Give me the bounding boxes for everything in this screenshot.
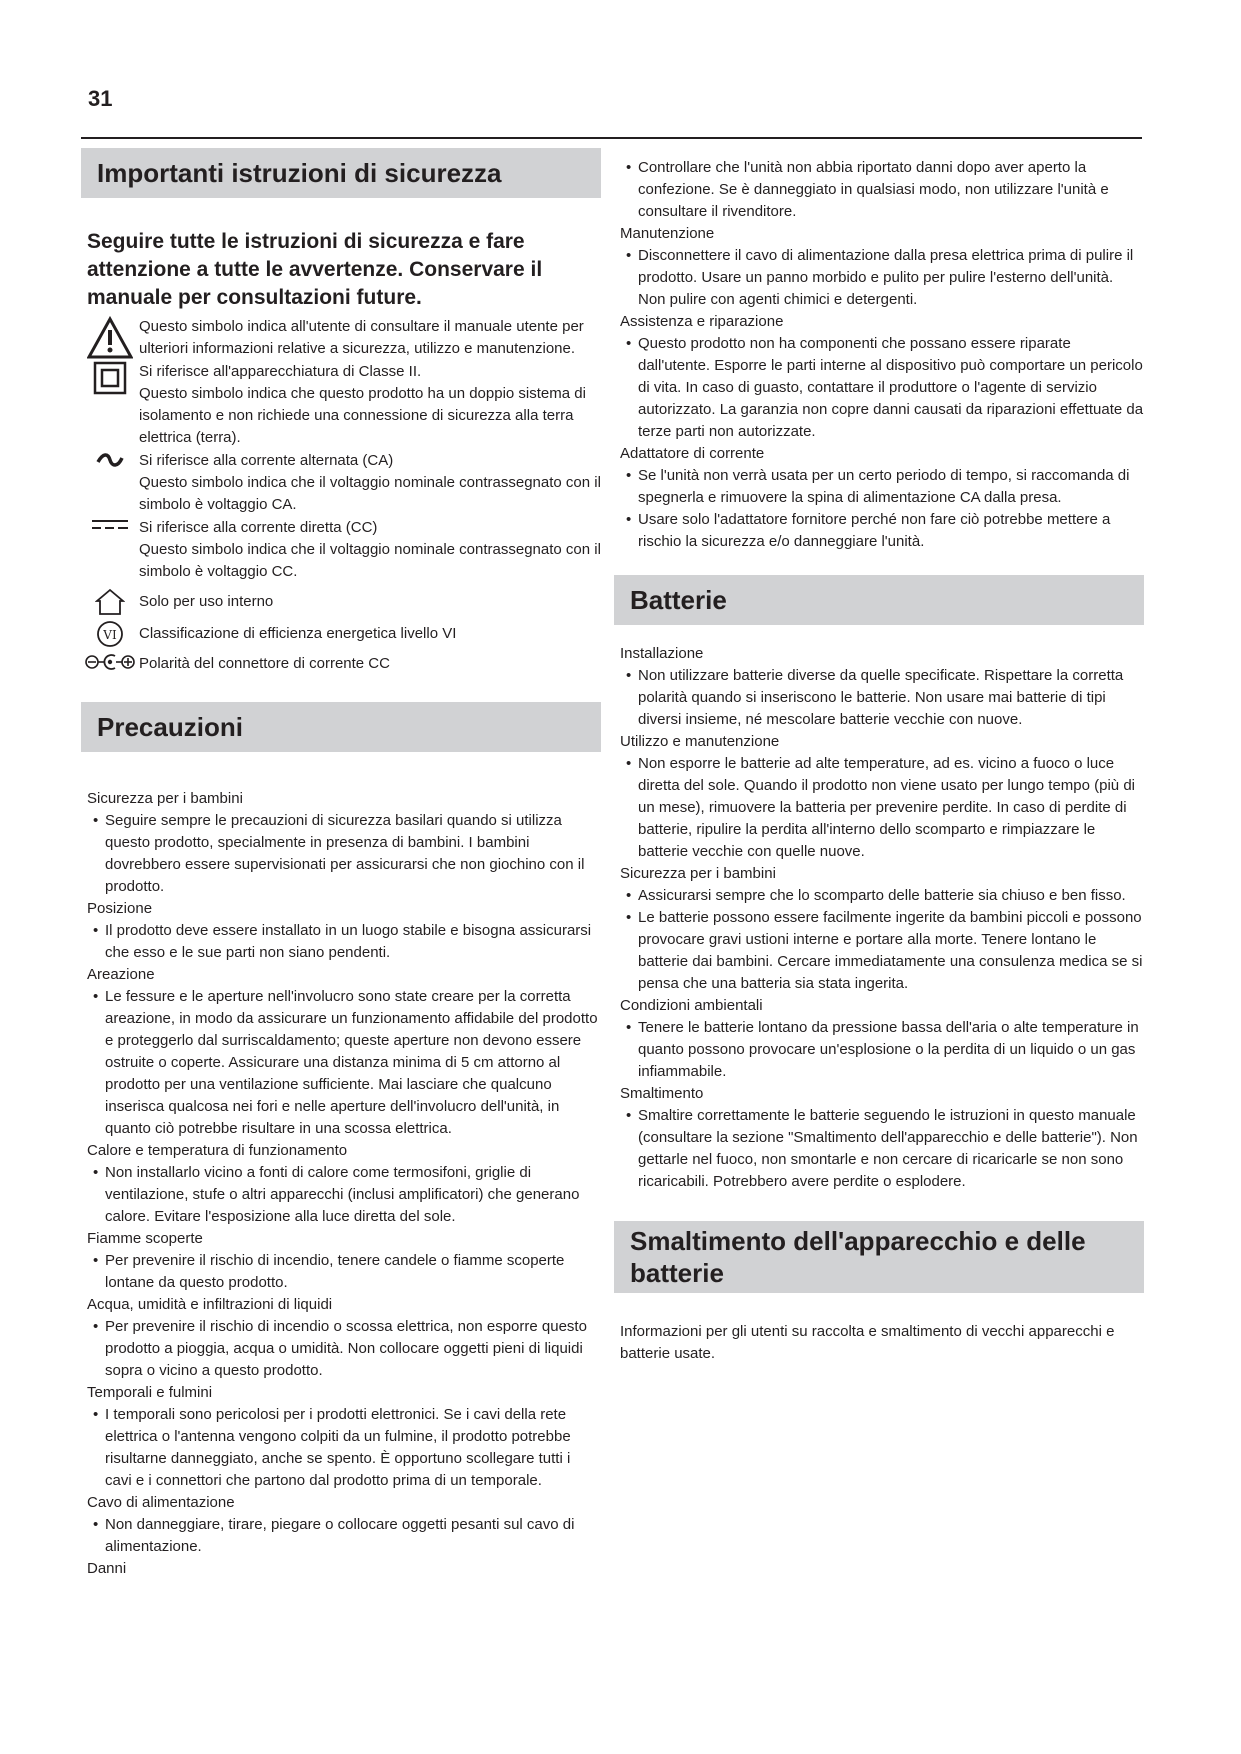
alternating-current-icon [81,450,139,470]
list-item: • Usare solo l'adattatore fornitore perché non fare ciò potrebbe mettere a rischio la sicurezza e/o danneggiare l'unità. [620,509,1144,553]
list-item: • Il prodotto deve essere installato in un luogo stabile e bisogna assicurarsi che esso e le sue parti non siano pendenti. [87,920,601,964]
symbol-row [81,361,601,449]
left-column [81,148,601,1580]
symbol-row [81,620,601,648]
list-item: • Per prevenire il rischio di incendio, tenere candele o fiamme scoperte lontane da questo prodotto. [87,1250,601,1294]
dc-polarity-icon [81,652,139,672]
group-title: Manutenzione [620,225,715,242]
page-number: 31 [88,86,113,111]
list-item: • Questo prodotto non ha componenti che possano essere riparate dall'utente. Esporre le parti interne al dispositivo può comportare un pericolo di vita. In caso di guasto, contattare il produttore o l'agente di servizio autorizzato. La garanzia non copre danni causati da riparazioni effettuate da terze parti non autorizzate. [620,333,1144,443]
group-title: Acqua, umidità e infiltrazioni di liquidi [87,1296,333,1313]
group-title: Sicurezza per i bambini [87,790,243,807]
symbol-row [81,652,601,675]
list-item: • Seguire sempre le precauzioni di sicurezza basilari quando si utilizza questo prodotto, specialmente in presenza di bambini. I bambini dovrebbero essere supervisionati per assicurarsi che non giochino con il prodotto. [87,810,601,898]
list-item: • Controllare che l'unità non abbia riportato danni dopo aver aperto la confezione. Se è danneggiato in qualsiasi modo, non utilizzare l'unità e consultare il rivenditore. [620,157,1144,223]
symbol-row [81,517,601,583]
precautions-heading: Precauzioni [81,702,601,752]
list-item: • Non utilizzare batterie diverse da quelle specificate. Rispettare la corretta polarità quando si inseriscono le batterie. Non usare mai batterie di tipi diversi insieme, né mescolare batterie vecchie con nuove. [620,665,1144,731]
disposal-text: Informazioni per gli utenti su raccolta e smaltimento di vecchi apparecchi e batterie usate. [620,1323,1115,1362]
group-title: Sicurezza per i bambini [620,865,776,882]
group-title: Adattatore di corrente [620,445,765,462]
symbol-text: Classificazione di efficienza energetica livello VI [139,625,457,642]
list-item: • Tenere le batterie lontano da pressione bassa dell'aria o alte temperature in quanto possono provocare un'esplosione o la perdita di un liquido o un gas infiammabile. [620,1017,1144,1083]
safety-lead: Seguire tutte le istruzioni di sicurezza e fare attenzione a tutte le avvertenze. Conservare il manuale per consultazioni future. [87,230,543,309]
group-title: Condizioni ambientali [620,997,763,1014]
precautions-left-groups [81,788,601,1580]
symbol-text: Polarità del connettore di corrente CC [139,655,390,672]
list-item: • Disconnettere il cavo di alimentazione dalla presa elettrica prima di pulire il prodotto. Usare un panno morbido e pulito per pulire l'esterno dell'unità. Non pulire con agenti chimici e detergenti. [620,245,1144,311]
symbol-row [81,316,601,360]
group-title: Assistenza e riparazione [620,313,784,330]
top-divider [81,137,1142,139]
list-item: • Non installarlo vicino a fonti di calore come termosifoni, griglie di ventilazione, stufe o altri apparecchi (inclusi amplificatori) che generano calore. Evitare l'esposizione alla luce diretta del sole. [87,1162,601,1228]
group-title: Smaltimento [620,1085,704,1102]
list-item: • I temporali sono pericolosi per i prodotti elettronici. Se i cavi della rete elettrica o l'antenna vengono colpiti da un fulmine, il prodotto potrebbe risultarne danneggiato, anche se spento. È opportuno scollegare tutti i cavi e i connettori che partono dal prodotto prima di un temporale. [87,1404,601,1492]
list-item: • Non danneggiare, tirare, piegare o collocare oggetti pesanti sul cavo di alimentazione. [87,1514,601,1558]
symbol-text: Solo per uso interno [139,593,274,610]
group-title: Calore e temperatura di funzionamento [87,1142,348,1159]
disposal-heading: Smaltimento dell'apparecchio e delle batterie [614,1221,1144,1293]
symbol-text: Si riferisce all'apparecchiatura di Classe II. Questo simbolo indica che questo prodotto ha un doppio sistema di isolamento e non richiede una connessione di sicurezza alla terra elettrica (terra). [139,363,586,446]
list-item: • Non esporre le batterie ad alte temperature, ad es. vicino a fuoco o luce diretta del sole. Quando il prodotto non viene usato per lungo tempo (più di un mese), rimuovere la batteria per prevenire perdite. In caso di perdite di batterie, ripulire la perdita all'interno dello scomparto e rimpiazzare le batterie vecchie con quelle nuove. [620,753,1144,863]
class-ii-icon [81,361,139,395]
group-title: Temporali e fulmini [87,1384,213,1401]
group-title: Utilizzo e manutenzione [620,733,780,750]
batteries-heading: Batterie [614,575,1144,625]
group-title: Posizione [87,900,153,917]
symbol-text: Questo simbolo indica all'utente di consultare il manuale utente per ulteriori informazioni relative a sicurezza, utilizzo e manutenzione. [139,318,584,357]
symbol-text: Si riferisce alla corrente diretta (CC) Questo simbolo indica che il voltaggio nominale contrassegnato con il simbolo è voltaggio CC. [139,519,601,580]
group-title: Cavo di alimentazione [87,1494,235,1511]
indoor-use-icon [81,588,139,616]
symbol-text: Si riferisce alla corrente alternata (CA) Questo simbolo indica che il voltaggio nominale contrassegnato con il simbolo è voltaggio CA. [139,452,601,513]
list-item: • Assicurarsi sempre che lo scomparto delle batterie sia chiuso e ben fisso. [620,885,1144,907]
group-title: Danni [87,1560,127,1577]
right-column [614,157,1144,1365]
list-item: • Le batterie possono essere facilmente ingerite da bambini piccoli e possono provocare gravi ustioni interne e portare alla morte. Tenere lontano le batterie dai bambini. Cercare immediatamente una consulenza medica se si pensa che una batteria sia stata ingerita. [620,907,1144,995]
list-item: • Le fessure e le aperture nell'involucro sono state creare per la corretta areazione, in modo da assicurare un funzionamento affidabile del prodotto e proteggerlo dal surriscaldamento; queste aperture non devono essere ostruite o coperte. Assicurare una distanza minima di 5 cm attorno al prodotto per una ventilazione sufficiente. Mai lasciare che qualcuno inserisca qualcosa nei fori e nelle aperture dell'involucro dell'unità, in quanto ciò potrebbe risultare in una scossa elettrica. [87,986,601,1140]
group-title: Installazione [620,645,704,662]
efficiency-vi-icon [81,620,139,648]
list-item: • Per prevenire il rischio di incendio o scossa elettrica, non esporre questo prodotto a pioggia, acqua o umidità. Non collocare oggetti pieni di liquidi sopra o vicino a questo prodotto. [87,1316,601,1382]
safety-heading: Importanti istruzioni di sicurezza [81,148,601,198]
symbol-row [81,588,601,616]
symbol-row [81,450,601,516]
svg-text:VI: VI [103,628,117,642]
direct-current-icon [81,517,139,533]
symbol-list [81,316,601,675]
list-item: • Se l'unità non verrà usata per un certo periodo di tempo, si raccomanda di spegnerla e rimuovere la spina di alimentazione CA dalla presa. [620,465,1144,509]
group-title: Fiamme scoperte [87,1230,203,1247]
warning-triangle-icon [81,316,139,360]
list-item: • Smaltire correttamente le batterie seguendo le istruzioni in questo manuale (consultare la sezione "Smaltimento dell'apparecchio e delle batterie"). Non gettarle nel fuoco, non smontarle e non cercare di ricaricarle se non sono ricaricabili. Potrebbero avere perdite o esplodere. [620,1105,1144,1193]
group-title: Areazione [87,966,155,983]
